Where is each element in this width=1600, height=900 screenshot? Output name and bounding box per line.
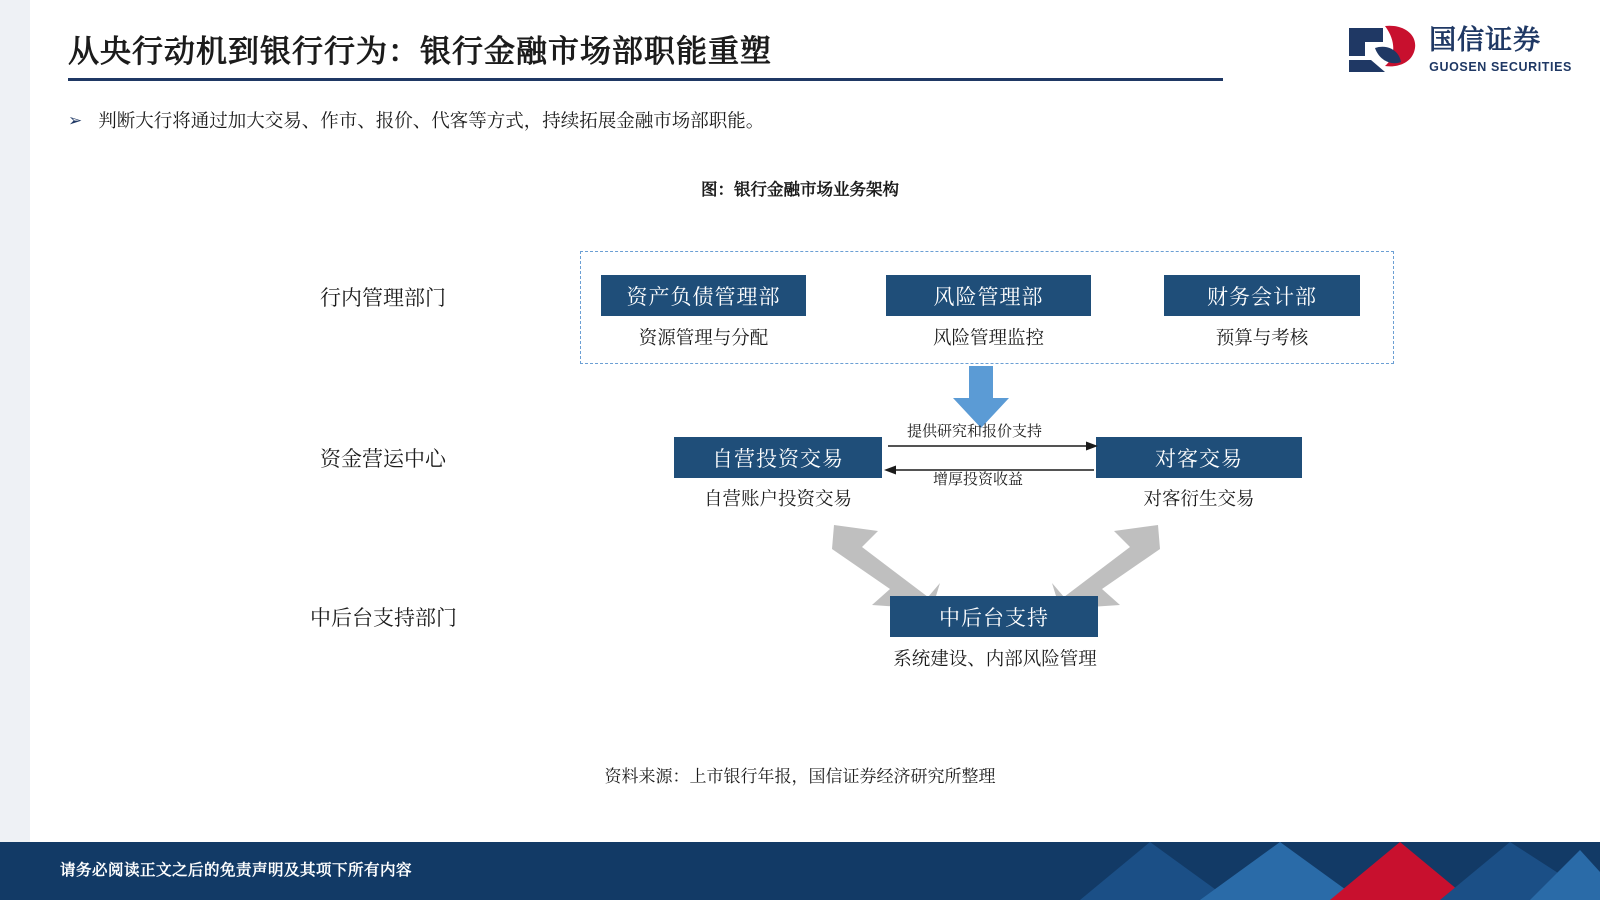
logo-text-cn: 国信证券 — [1429, 24, 1542, 55]
node-client-trading: 对客交易 — [1096, 437, 1302, 478]
edge-label-enhance-investment-return: 增厚投资收益 — [933, 471, 1024, 488]
title-underline — [68, 78, 1223, 81]
node-subtitle-proprietary-trading: 自营账户投资交易 — [703, 488, 852, 509]
bullet-point — [68, 108, 764, 134]
bullet-text: 判断大行将通过加大交易、作市、报价、代客等方式，持续拓展金融市场部职能。 — [98, 110, 765, 131]
row-label-internal-management: 行内管理部门 — [320, 287, 446, 310]
node-subtitle-finance-accounting: 预算与考核 — [1215, 327, 1309, 348]
edge-label-research-pricing-support: 提供研究和报价支持 — [907, 423, 1043, 440]
source-note: 资料来源：上市银行年报，国信证券经济研究所整理 — [604, 767, 996, 786]
logo-text-block — [1429, 24, 1572, 74]
node-subtitle-client-trading: 对客衍生交易 — [1143, 488, 1255, 509]
node-risk-management: 风险管理部 — [886, 275, 1091, 316]
brand-logo — [1345, 22, 1572, 78]
footer-disclaimer-text: 请务必阅读正文之后的免责声明及其项下所有内容 — [60, 862, 413, 879]
slide-footer — [0, 842, 1600, 900]
node-subtitle-risk-management: 风险管理监控 — [932, 327, 1044, 348]
node-middle-back-office-support: 中后台支持 — [890, 596, 1098, 637]
logo-text-en: GUOSEN SECURITIES — [1429, 59, 1572, 74]
node-subtitle-middle-back-office-support: 系统建设、内部风险管理 — [893, 648, 1097, 669]
row-label-treasury-center: 资金营运中心 — [320, 448, 446, 471]
bullet-arrow-icon: ➢ — [68, 111, 83, 130]
node-finance-accounting: 财务会计部 — [1164, 275, 1360, 316]
figure-caption: 图：银行金融市场业务架构 — [701, 181, 899, 199]
footer-decoration — [1080, 842, 1600, 900]
page-title: 从央行动机到银行行为：银行金融市场部职能重塑 — [68, 34, 772, 69]
logo-mark-icon — [1345, 22, 1419, 78]
node-subtitle-asset-liability-management: 资源管理与分配 — [638, 327, 769, 348]
node-asset-liability-management: 资产负债管理部 — [601, 275, 806, 316]
node-proprietary-trading: 自营投资交易 — [674, 437, 882, 478]
row-label-middle-back-office: 中后台支持部门 — [310, 607, 457, 630]
